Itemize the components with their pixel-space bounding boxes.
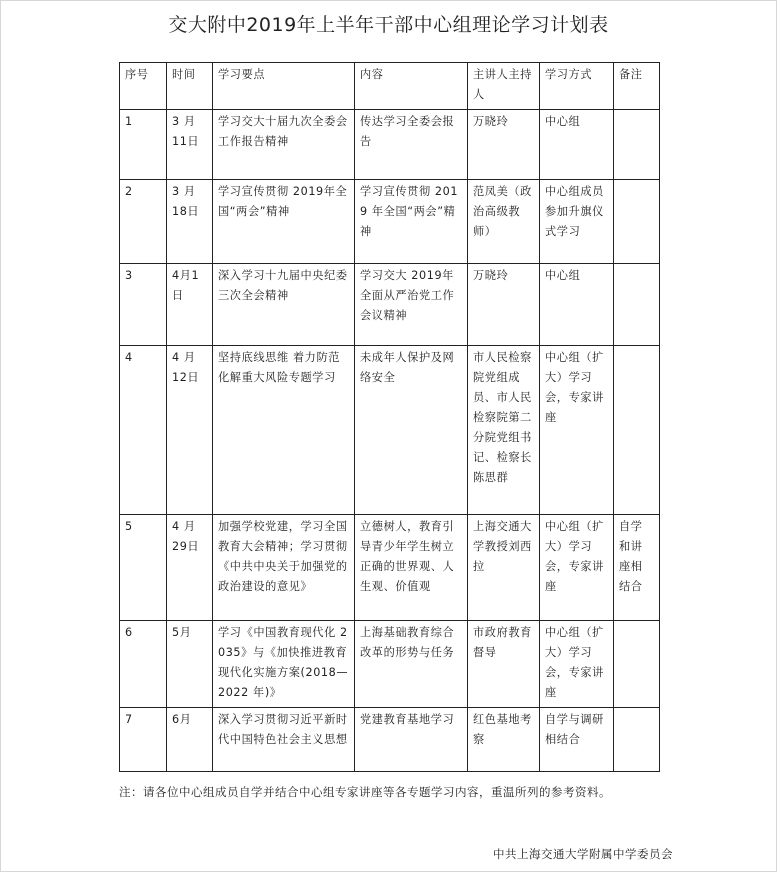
table-row (120, 346, 660, 515)
cell-speaker: 市政府教育督导 (468, 621, 540, 708)
cell-remarks (614, 180, 660, 264)
cell-index: 1 (120, 110, 167, 180)
cell-time: 4月1日 (167, 264, 213, 346)
cell-time: 3 月 18日 (167, 180, 213, 264)
cell-method: 中心组（扩大）学习会，专家讲座 (540, 621, 614, 708)
header-cell-index: 序号 (120, 63, 167, 110)
table-row (120, 621, 660, 708)
page-title: 交大附中2019年上半年干部中心组理论学习计划表 (168, 14, 609, 36)
cell-speaker: 市人民检察院党组成员、市人民检察院第二分院党组书记、检察长陈思群 (468, 346, 540, 515)
cell-key-points: 加强学校党建，学习全国教育大会精神；学习贯彻《中共中央关于加强党的政治建设的意见》 (213, 515, 355, 621)
cell-time: 4 月 29日 (167, 515, 213, 621)
cell-remarks (614, 264, 660, 346)
header-cell-content: 内容 (355, 63, 468, 110)
cell-content: 学习宣传贯彻 2019 年全国“两会”精神 (355, 180, 468, 264)
cell-index: 3 (120, 264, 167, 346)
cell-key-points: 学习《中国教育现代化 2035》与《加快推进教育现代化实施方案(2018—2022 年)》 (213, 621, 355, 708)
study-plan-table (119, 62, 660, 772)
cell-time: 5月 (167, 621, 213, 708)
cell-remarks (614, 346, 660, 515)
cell-time: 4 月 12日 (167, 346, 213, 515)
header-cell-remarks: 备注 (614, 63, 660, 110)
header-cell-speaker: 主讲人主持人 (468, 63, 540, 110)
cell-remarks (614, 110, 660, 180)
cell-content: 上海基础教育综合改革的形势与任务 (355, 621, 468, 708)
cell-content: 传达学习全委会报告 (355, 110, 468, 180)
table-header-row (120, 63, 660, 110)
cell-key-points: 深入学习贯彻习近平新时代中国特色社会主义思想 (213, 708, 355, 772)
table-row (120, 180, 660, 264)
cell-method: 自学与调研相结合 (540, 708, 614, 772)
cell-key-points: 学习交大十届九次全委会工作报告精神 (213, 110, 355, 180)
table-row (120, 110, 660, 180)
table-row (120, 264, 660, 346)
footnote: 注：请各位中心组成员自学并结合中心组专家讲座等各专题学习内容，重温所列的参考资料。 (119, 785, 611, 799)
cell-index: 2 (120, 180, 167, 264)
table-row (120, 708, 660, 772)
cell-speaker: 万晓玲 (468, 110, 540, 180)
cell-key-points: 坚持底线思维 着力防范化解重大风险专题学习 (213, 346, 355, 515)
cell-content: 党建教育基地学习 (355, 708, 468, 772)
cell-index: 5 (120, 515, 167, 621)
cell-key-points: 深入学习十九届中央纪委三次全会精神 (213, 264, 355, 346)
header-cell-time: 时间 (167, 63, 213, 110)
cell-method: 中心组 (540, 110, 614, 180)
cell-speaker: 范凤美（政治高级教师） (468, 180, 540, 264)
cell-time: 6月 (167, 708, 213, 772)
cell-remarks (614, 708, 660, 772)
cell-speaker: 红色基地考察 (468, 708, 540, 772)
cell-method: 中心组（扩大）学习会，专家讲座 (540, 346, 614, 515)
header-cell-key-points: 学习要点 (213, 63, 355, 110)
cell-content: 立德树人，教育引导青少年学生树立正确的世界观、人生观、价值观 (355, 515, 468, 621)
cell-content: 学习交大 2019年全面从严治党工作会议精神 (355, 264, 468, 346)
cell-remarks: 自学和讲座相结合 (614, 515, 660, 621)
header-cell-method: 学习方式 (540, 63, 614, 110)
cell-method: 中心组（扩大）学习会，专家讲座 (540, 515, 614, 621)
cell-method: 中心组 (540, 264, 614, 346)
cell-index: 6 (120, 621, 167, 708)
cell-speaker: 万晓玲 (468, 264, 540, 346)
table-row (120, 515, 660, 621)
cell-speaker: 上海交通大学教授刘西拉 (468, 515, 540, 621)
cell-method: 中心组成员参加升旗仪式学习 (540, 180, 614, 264)
cell-key-points: 学习宣传贯彻 2019年全国“两会”精神 (213, 180, 355, 264)
issuer-signature: 中共上海交通大学附属中学委员会 (493, 847, 673, 861)
cell-time: 3 月 11日 (167, 110, 213, 180)
cell-content: 未成年人保护及网络安全 (355, 346, 468, 515)
cell-remarks (614, 621, 660, 708)
cell-index: 7 (120, 708, 167, 772)
cell-index: 4 (120, 346, 167, 515)
